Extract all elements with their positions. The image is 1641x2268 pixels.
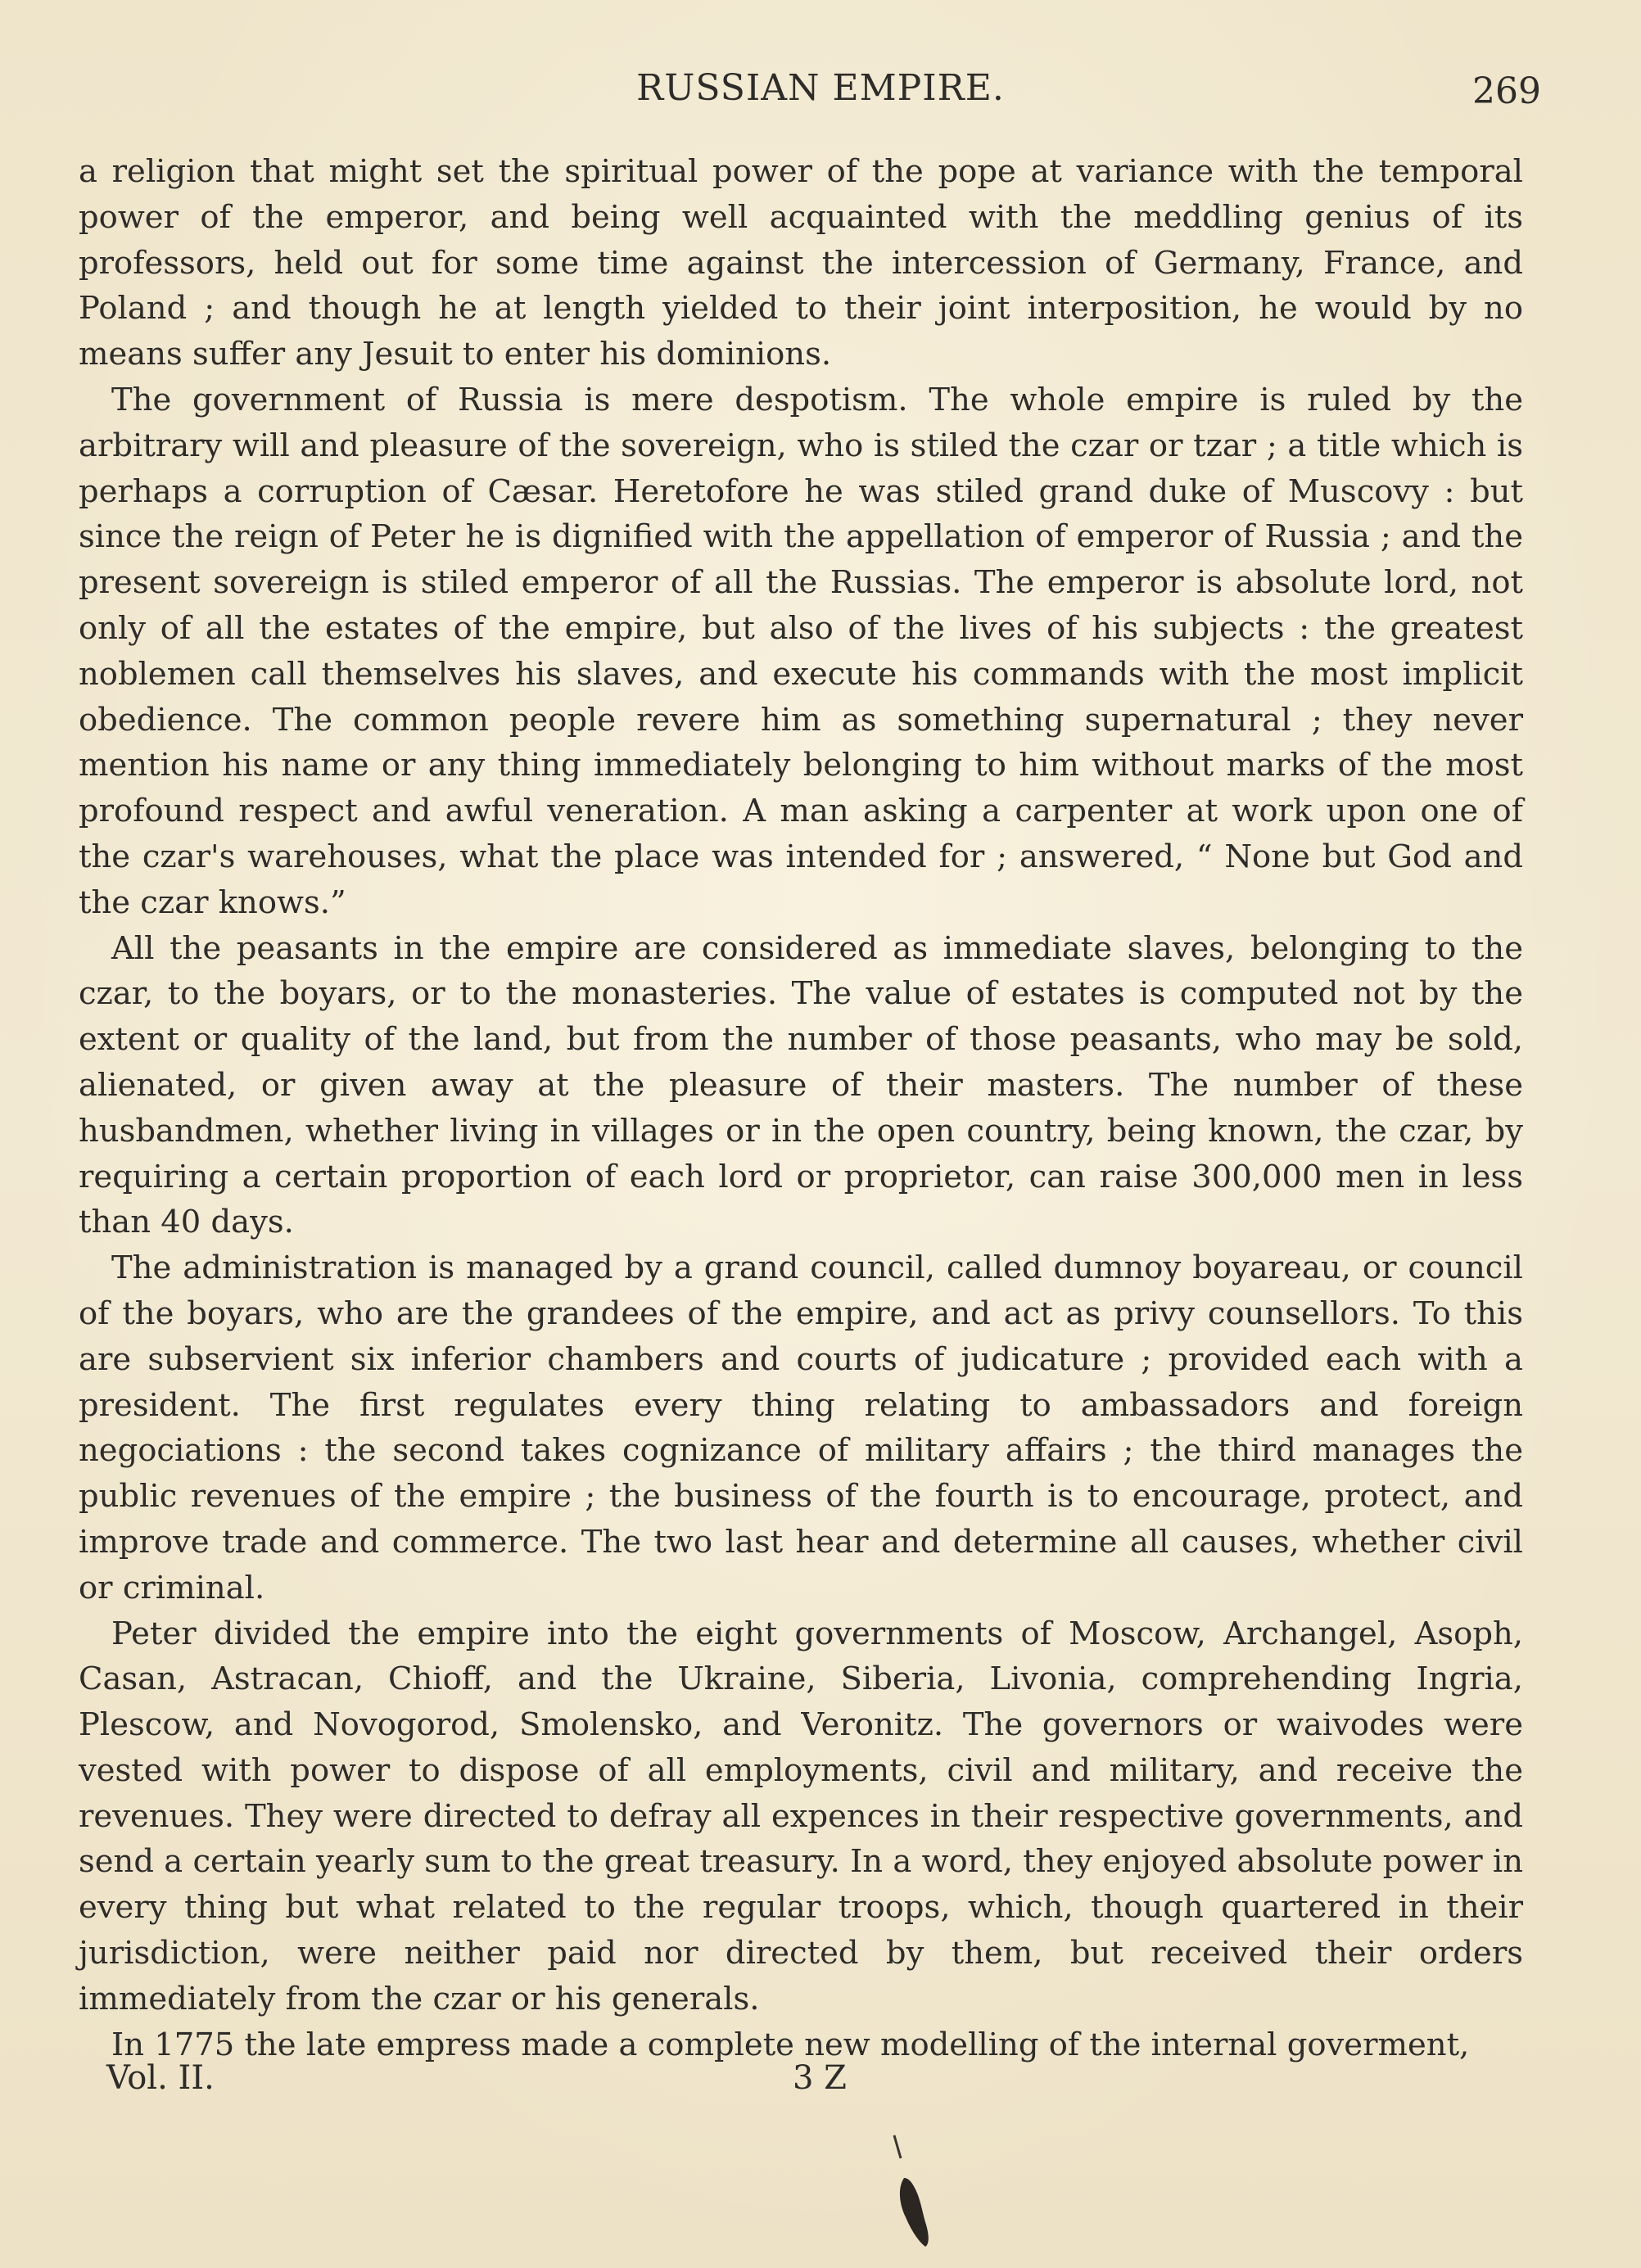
paragraph-administration: The administration is managed by a grand council, called dumnoy boyareau, or council of the boyars, who are the grandees of the empire, and act as privy counsellors. To this are subservient six inferior chambers and courts of judicature ; provided each with a president. The first regulates every thing relating to ambassadors and foreign negociations : the second takes cognizance of military affairs ; the third manages the public revenues of the empire ; the business of the fourth is to encourage, protect, and improve trade and commerce. The two last hear and determine all causes, whether civil or criminal. [79, 1249, 1523, 1606]
page-number: 269 [1472, 70, 1541, 112]
paragraph-peasants: All the peasants in the empire are considered as immediate slaves, belonging to the czar, to the boyars, or to the monasteries. The value of estates is computed not by the extent or quality of the land, but from the number of those peasants, who may be sold, alienated, or given away at the pleasure of their masters. The number of these husbandmen, whether living in villages or in the open country, being known, the czar, by requiring a certain proportion of each lord or proprietor, can raise 300,000 men in less than 40 days. [79, 929, 1523, 1241]
page-footer [0, 2059, 1641, 2105]
paragraph-government: The government of Russia is mere despotism. The whole empire is ruled by the arbitrary will and pleasure of the sovereign, who is stiled the czar or tzar ; a title which is perhaps a corruption of Cæsar. Heretofore he was stiled grand duke of Muscovy : but since the reign of Peter he is dignified with the appellation of emperor of Russia ; and the present sovereign is stiled emperor of all the Russias. The emperor is absolute lord, not only of all the estates of the empire, but also of the lives of his subjects : the greatest noblemen call themselves his slaves, and execute his commands with the most implicit obedience. The common people revere him as something supernatural ; they never mention his name or any thing immediately belonging to him without marks of the most profound respect and awful veneration. A man asking a carpenter at work upon one of the czar's warehouses, what the place was intended for ; answered, “ None but God and the czar knows.” [79, 381, 1523, 921]
page-header [0, 67, 1641, 116]
signature-mark: 3 Z [793, 2059, 847, 2097]
running-title: RUSSIAN EMPIRE. [636, 67, 1005, 109]
paragraph-religion: a religion that might set the spiritual power of the pope at variance with the temporal power of the emperor, and being well acquainted with the meddling genius of its professors, held out for some time against the intercession of Germany, France, and Poland ; and though he at length yielded to their joint interposition, he would by no means suffer any Jesuit to enter his dominions. [79, 153, 1523, 373]
paragraph-1775: In 1775 the late empress made a complete new modelling of the internal goverment, [111, 2026, 1470, 2063]
paragraph-governments: Peter divided the empire into the eight governments of Moscow, Archangel, Asoph, Casan, Astracan, Chioff, and the Ukraine, Siberia, Livonia, comprehending Ingria, Plescow, and Novogorod, Smolensko, and Veronitz. The governors or waivodes were vested with power to dispose of all employments, civil and military, and receive the revenues. They were directed to defray all expences in their respective governments, and send a certain yearly sum to the great treasury. In a word, they enjoyed absolute power in every thing but what related to the regular troops, which, though quartered in their jurisdiction, were neither paid nor directed by them, but received their orders immediately from the czar or his generals. [79, 1615, 1523, 2017]
body-text [79, 149, 1523, 2067]
volume-label: Vol. II. [106, 2059, 215, 2097]
ink-blot-mark [893, 2129, 958, 2252]
